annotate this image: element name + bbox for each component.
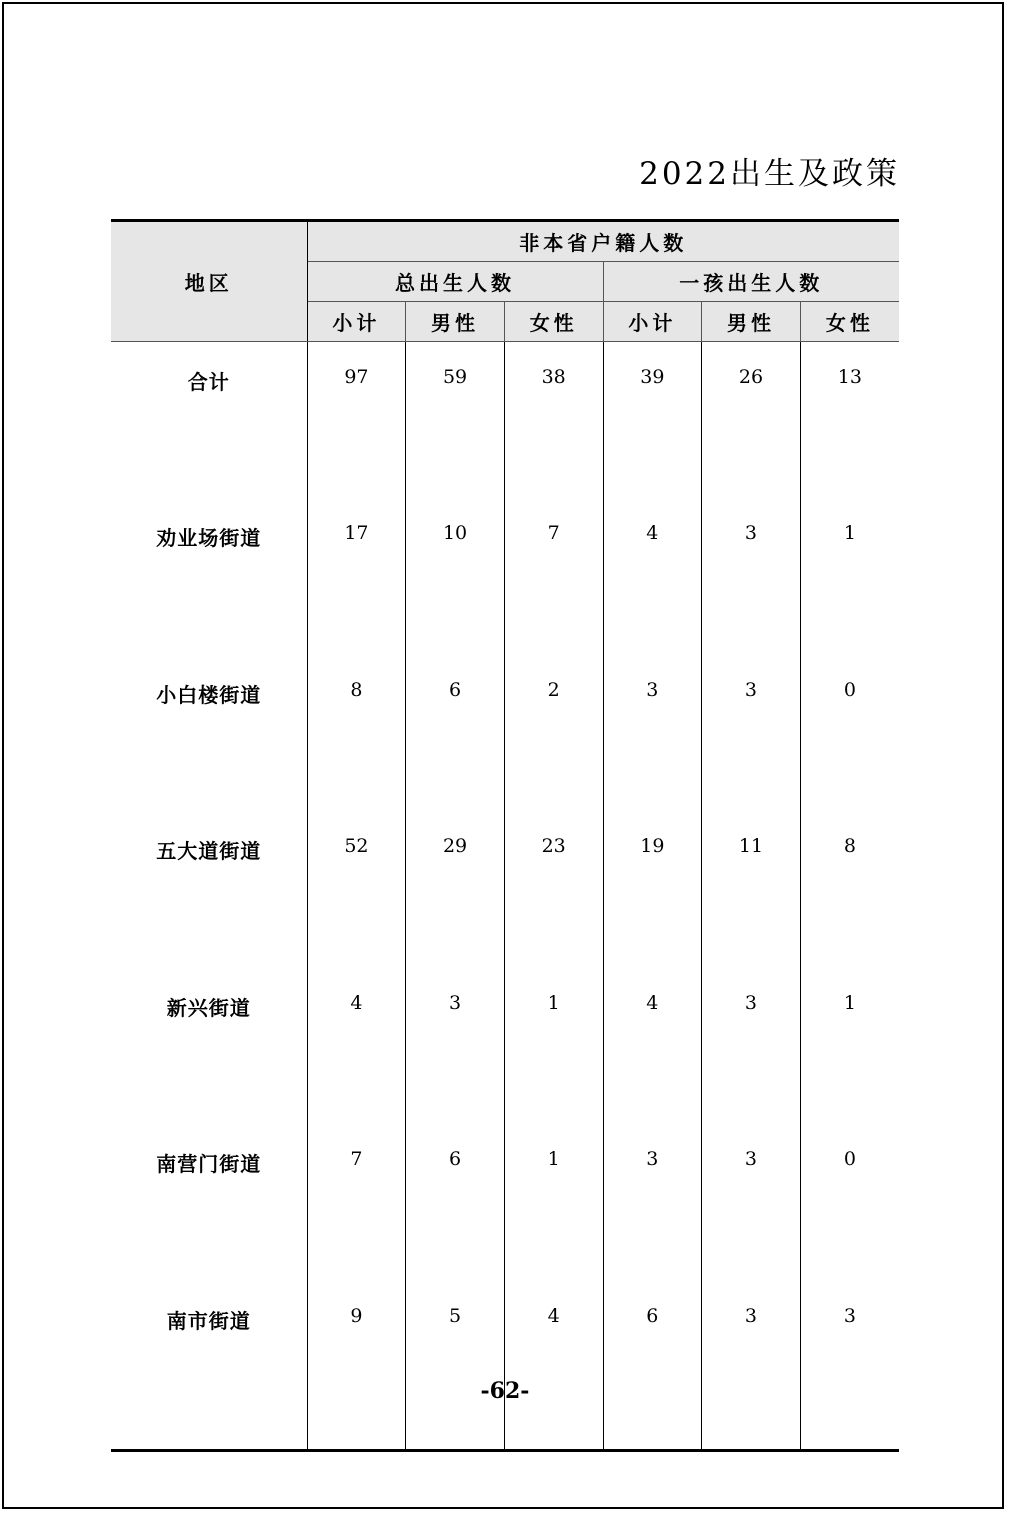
value-cell: 38	[504, 342, 603, 499]
region-cell: 新兴街道	[166, 995, 251, 1020]
region-cell: 劝业场街道	[156, 526, 262, 550]
value-cell: 3	[702, 655, 801, 812]
sub-header: 小计	[307, 302, 406, 342]
sub-header: 男性	[702, 302, 801, 342]
value-cell: 19	[603, 811, 702, 968]
value-cell: 3	[702, 1281, 801, 1451]
sub-header: 小计	[603, 302, 702, 342]
value-cell: 52	[307, 811, 406, 968]
value-cell: 8	[800, 811, 899, 968]
group-header-first-child-births: 一孩出生人数	[603, 262, 899, 302]
table-row	[111, 655, 899, 812]
statistics-table	[111, 219, 899, 1452]
header-row-top	[111, 221, 899, 262]
value-cell: 9	[307, 1281, 406, 1451]
value-cell: 10	[406, 498, 505, 655]
value-cell: 2	[504, 655, 603, 812]
value-cell: 6	[603, 1281, 702, 1451]
value-cell: 7	[504, 498, 603, 655]
value-cell: 26	[702, 342, 801, 499]
region-cell: 五大道街道	[156, 839, 262, 863]
table-body	[111, 342, 899, 1451]
value-cell: 11	[702, 811, 801, 968]
value-cell: 17	[307, 498, 406, 655]
sub-header: 女性	[504, 302, 603, 342]
page-title: 2022出生及政策	[639, 156, 900, 192]
value-cell: 23	[504, 811, 603, 968]
value-cell: 0	[800, 655, 899, 812]
group-header-total-births: 总出生人数	[307, 262, 603, 302]
region-cell: 南营门街道	[156, 1152, 262, 1176]
value-cell: 6	[406, 655, 505, 812]
sub-header: 男性	[406, 302, 505, 342]
table-row	[111, 811, 899, 968]
table-row	[111, 968, 899, 1125]
value-cell: 1	[800, 968, 899, 1125]
value-cell: 3	[702, 968, 801, 1125]
value-cell: 7	[307, 1124, 406, 1281]
value-cell: 3	[603, 1124, 702, 1281]
value-cell: 59	[406, 342, 505, 499]
value-cell: 1	[504, 968, 603, 1125]
table-row	[111, 1281, 899, 1451]
value-cell: 29	[406, 811, 505, 968]
page-number: -62-	[480, 1378, 530, 1404]
value-cell: 39	[603, 342, 702, 499]
value-cell: 4	[307, 968, 406, 1125]
value-cell: 5	[406, 1281, 505, 1451]
value-cell: 1	[800, 498, 899, 655]
region-cell: 小白楼街道	[156, 682, 262, 707]
value-cell: 13	[800, 342, 899, 499]
region-cell: 南市街道	[111, 1281, 307, 1451]
value-cell: 3	[800, 1281, 899, 1451]
table-row	[111, 342, 899, 499]
value-cell: 4	[603, 968, 702, 1125]
value-cell: 8	[307, 655, 406, 812]
sub-header: 女性	[800, 302, 899, 342]
value-cell: 4	[603, 498, 702, 655]
value-cell: 3	[702, 498, 801, 655]
value-cell: 0	[800, 1124, 899, 1281]
region-cell: 合计	[187, 370, 230, 394]
region-header: 地区	[111, 221, 307, 342]
table-row	[111, 498, 899, 655]
value-cell: 3	[406, 968, 505, 1125]
value-cell: 6	[406, 1124, 505, 1281]
value-cell: 4	[504, 1281, 603, 1451]
value-cell: 97	[307, 342, 406, 499]
value-cell: 3	[603, 655, 702, 812]
top-header: 非本省户籍人数	[307, 221, 899, 262]
value-cell: 3	[702, 1124, 801, 1281]
table-row	[111, 1124, 899, 1281]
value-cell: 1	[504, 1124, 603, 1281]
